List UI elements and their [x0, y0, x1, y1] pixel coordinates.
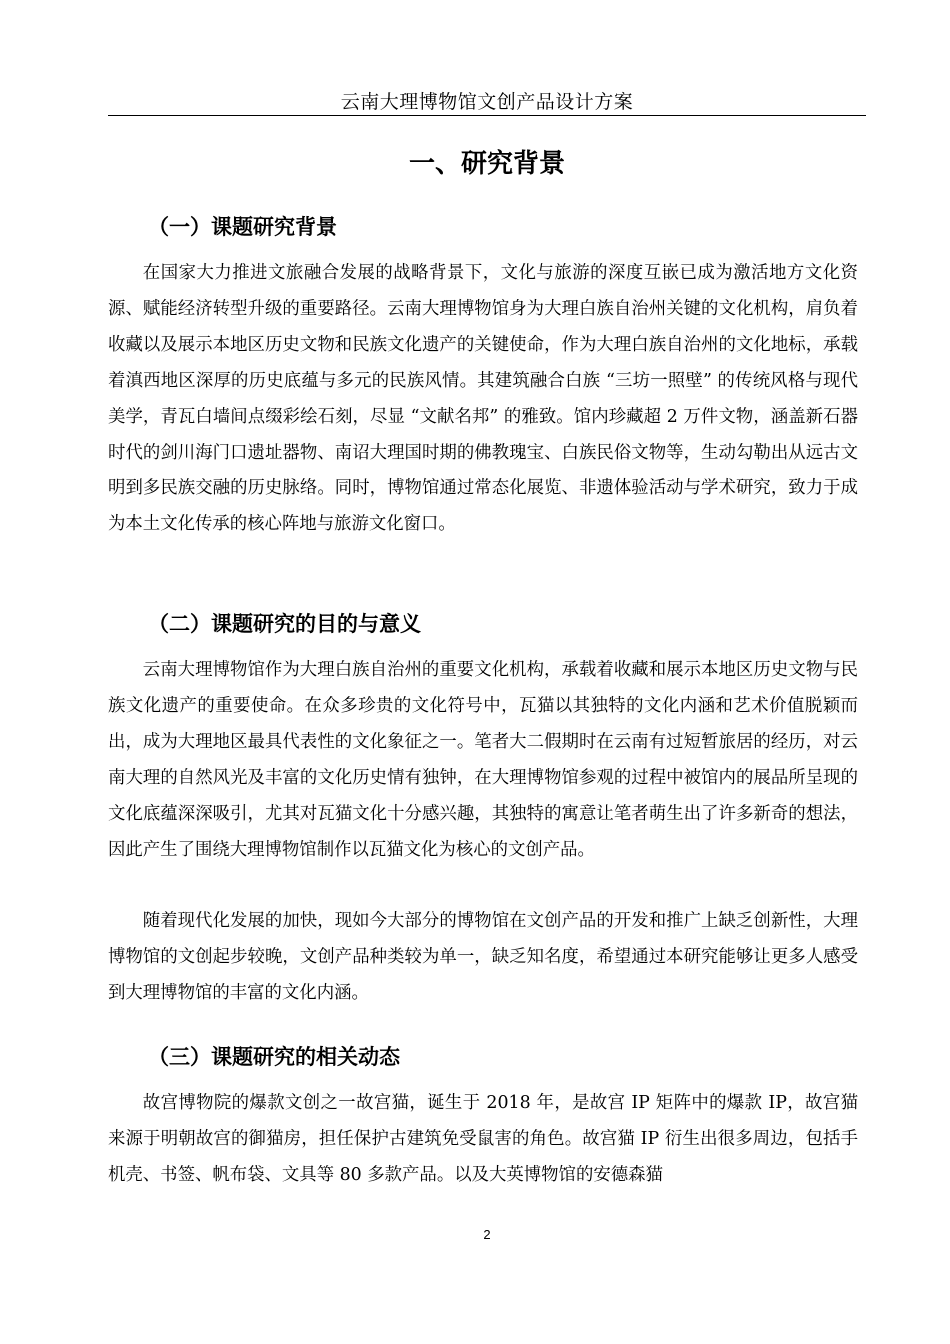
section-heading-background: （一）课题研究背景 — [148, 215, 337, 239]
section-heading-purpose: （二）课题研究的目的与意义 — [148, 612, 421, 636]
running-header: 云南大理博物馆文创产品设计方案 — [340, 91, 634, 113]
chapter-title: 一、研究背景 — [408, 149, 565, 179]
page-number: 2 — [483, 1227, 491, 1242]
paragraph: 云南大理博物馆作为大理白族自治州的重要文化机构，承载着收藏和展示本地区历史文物与民族文化遗产的重要使命。在众多珍贵的文化符号中，瓦猫以其独特的文化内涵和艺术价值脱颖而出，成为大理地区最具代表性的文化象征之一。笔者大二假期时在云南有过短暂旅居的经历，对云南大理的自然风光及丰富的文化历史情有独钟，在大理博物馆参观的过程中被馆内的展品所呈现的文化底蕴深深吸引，尤其对瓦猫文化十分感兴趣，其独特的寓意让笔者萌生出了许多新奇的想法，因此产生了围绕大理博物馆制作以瓦猫文化为核心的文创产品。 — [108, 660, 858, 860]
paragraph: 故宫博物院的爆款文创之一故宫猫，诞生于 2018 年，是故宫 IP 矩阵中的爆款 IP，故宫猫来源于明朝故宫的御猫房，担任保护古建筑免受鼠害的角色。故宫猫 IP 衍生出很多周边，包括手机壳、书签、帆布袋、文具等 80 多款产品。以及大英博物馆的安德森猫 — [108, 1093, 858, 1185]
header-rule — [108, 115, 866, 116]
paragraph: 在国家大力推进文旅融合发展的战略背景下，文化与旅游的深度互嵌已成为激活地方文化资源、赋能经济转型升级的重要路径。云南大理博物馆身为大理白族自治州关键的文化机构，肩负着收藏以及展示本地区历史文物和民族文化遗产的关键使命，作为大理白族自治州的文化地标，承载着滇西地区深厚的历史底蕴与多元的民族风情。其建筑融合白族 “三坊一照壁” 的传统风格与现代美学，青瓦白墙间点缀彩绘石刻，尽显 “文献名邦” 的雅致。馆内珍藏超 2 万件文物，涵盖新石器时代的剑川海门口遗址器物、南诏大理国时期的佛教瑰宝、白族民俗文物等，生动勾勒出从远古文明到多民族交融的历史脉络。同时，博物馆通过常态化展览、非遗体验活动与学术研究，致力于成为本土文化传承的核心阵地与旅游文化窗口。 — [108, 263, 858, 535]
paragraph: 随着现代化发展的加快，现如今大部分的博物馆在文创产品的开发和推广上缺乏创新性，大理博物馆的文创起步较晚，文创产品种类较为单一，缺乏知名度，希望通过本研究能够让更多人感受到大理博物馆的丰富的文化内涵。 — [108, 911, 858, 1003]
section-heading-trends: （三）课题研究的相关动态 — [148, 1045, 400, 1069]
